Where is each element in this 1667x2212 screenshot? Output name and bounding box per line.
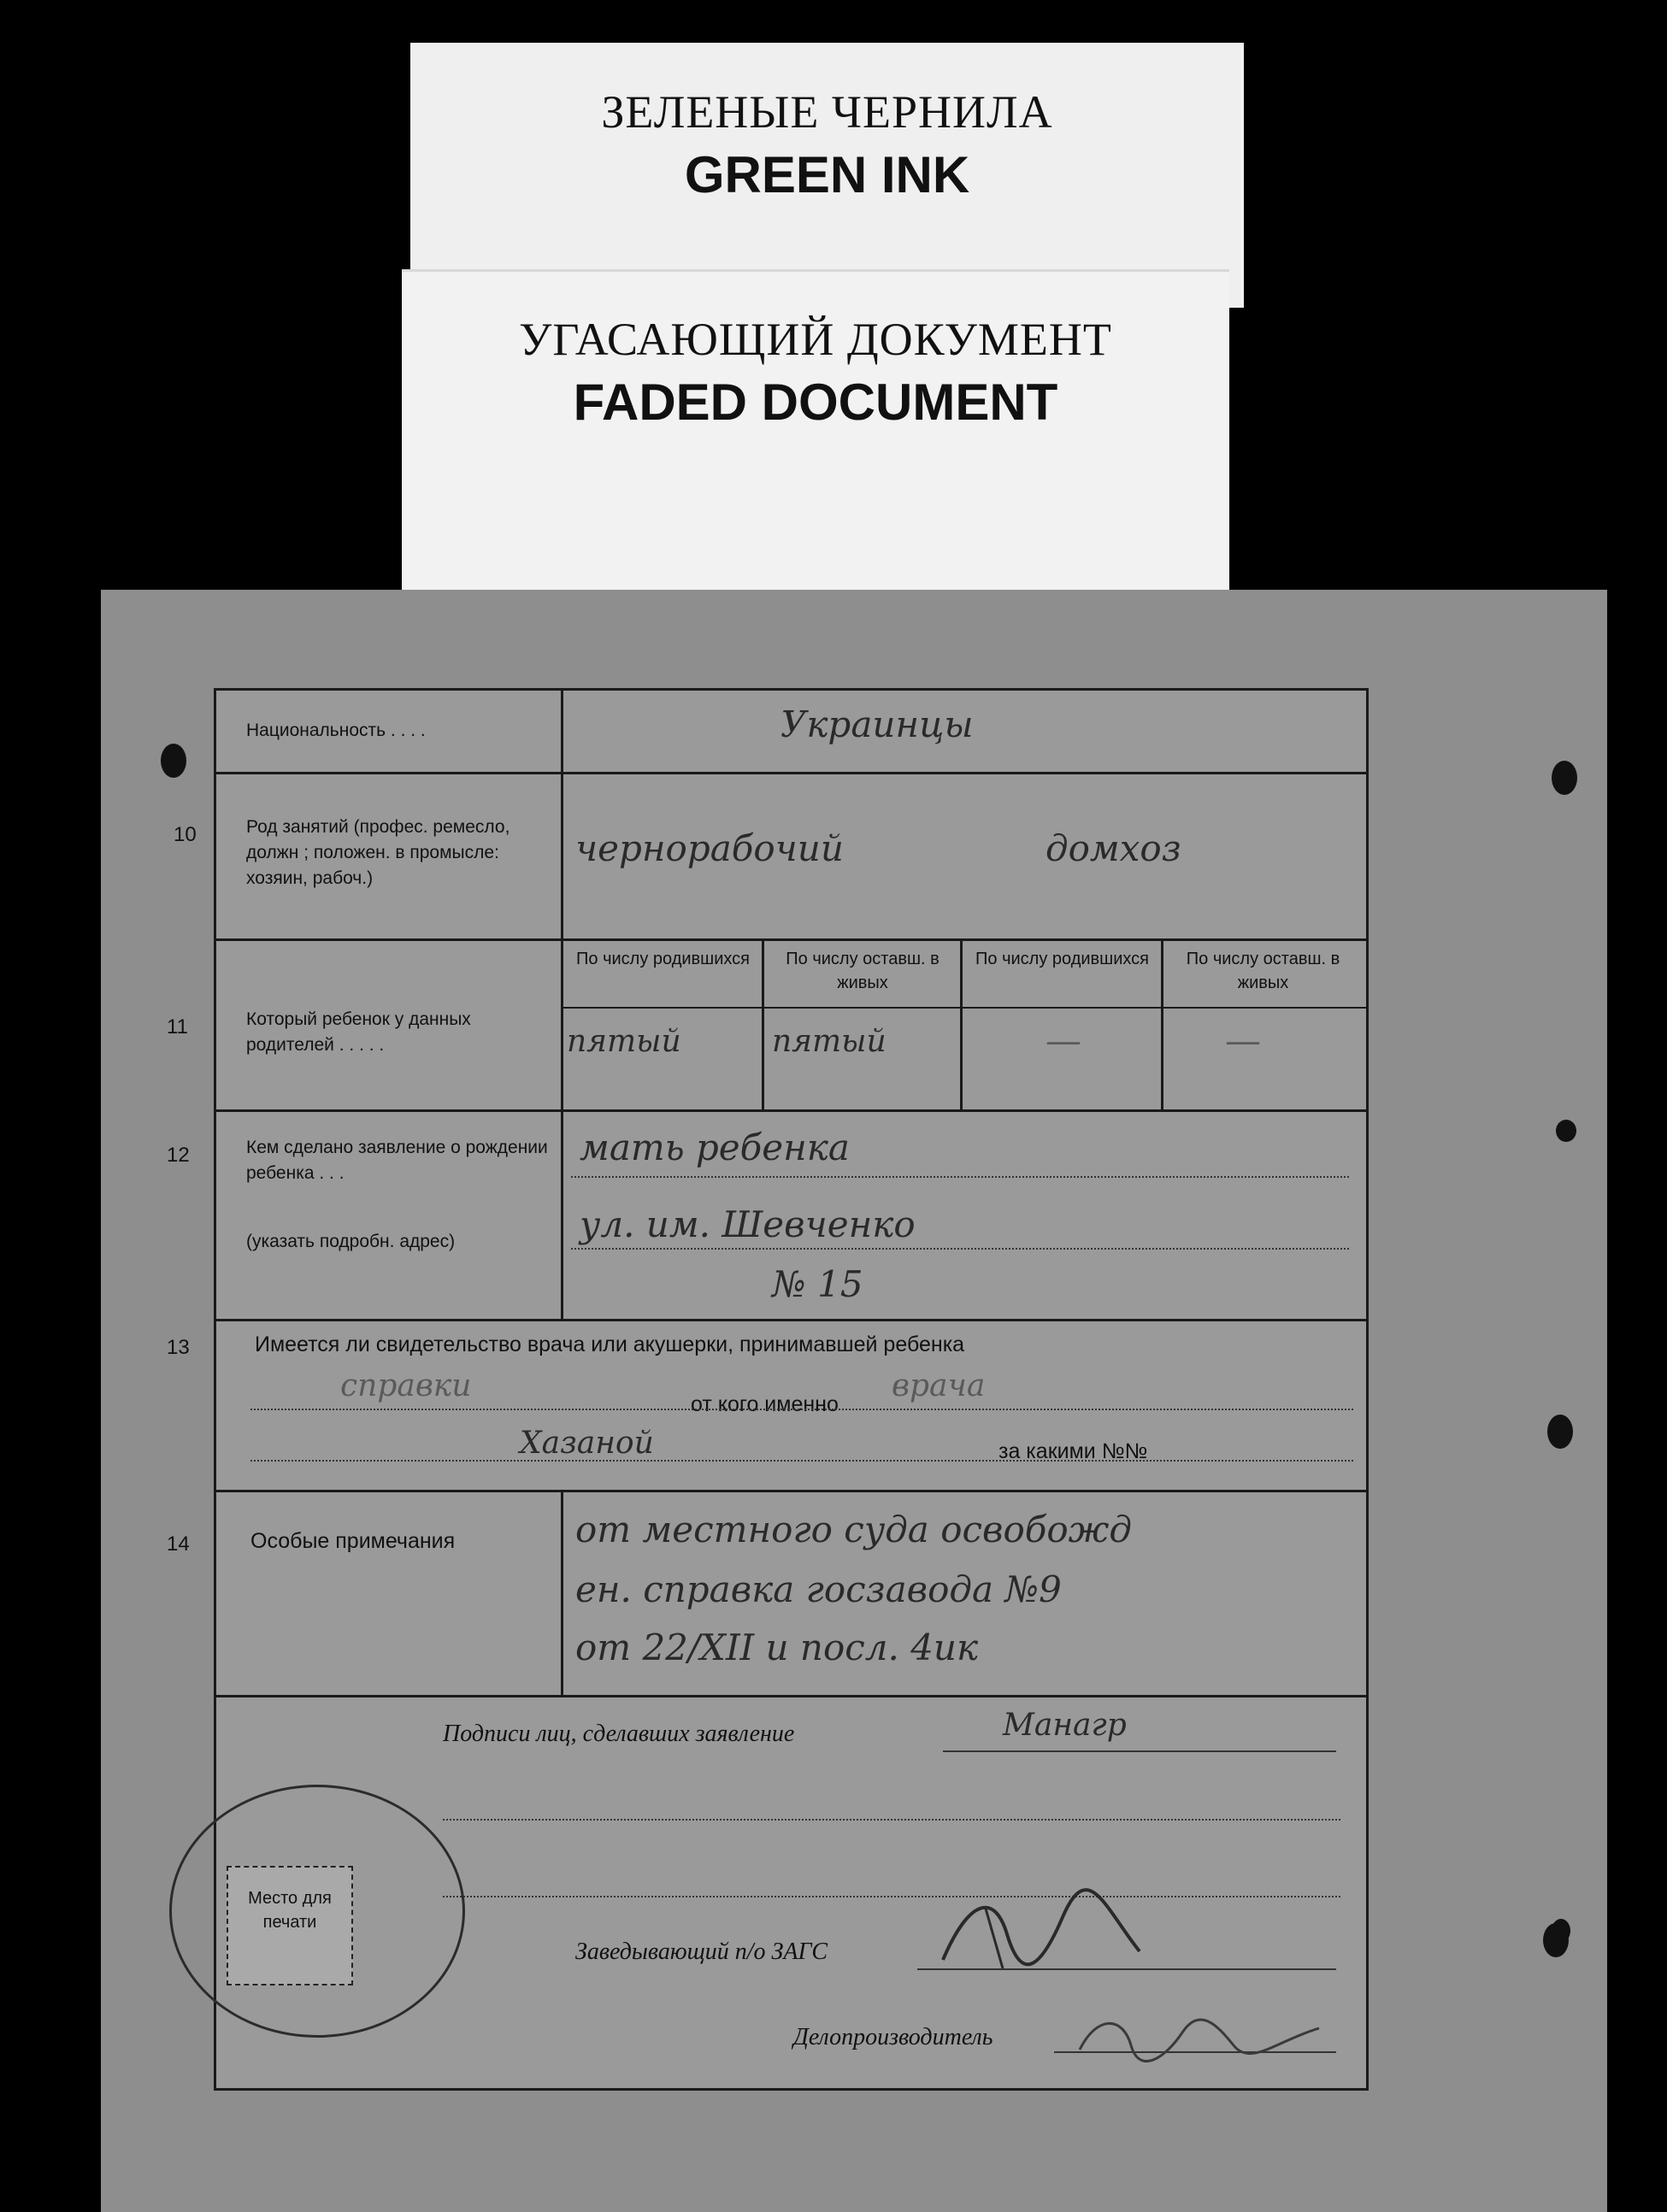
numbers-label: за какими №№ [998,1439,1148,1463]
occupation-label: Род занятий (профес. ремесло, должн ; положен. в промысле: хозяин, рабоч.) [246,817,510,888]
declarant-street: ул. им. Шевченко [580,1203,916,1245]
certificate-name: Хазаной [520,1426,654,1461]
declarants-signature-label: Подписи лиц, сделавших заявление [443,1721,795,1747]
row-declarant [167,1109,1366,1321]
punch-hole [1547,1415,1573,1449]
clerk-signature [1071,2007,1328,2067]
remarks-line3: от 22/XII и посл. 4ик [575,1627,979,1668]
occupation-father: чернорабочий [575,827,844,869]
child-order-born-2: — [1046,1020,1081,1062]
birth-record-form [167,688,1369,2091]
header-born-count: По числу родившихся [576,950,750,968]
from-whom-label: от кого именно [691,1392,839,1416]
row-remarks [167,1490,1366,1697]
child-order-born: пятый [567,1024,681,1059]
child-order-label: Который ребенок у данных родителей . . . . . [246,1009,471,1055]
row-nationality [216,691,1366,774]
row-number: 13 [167,1336,190,1359]
row-number: 14 [167,1533,190,1556]
occupation-mother: домхоз [1046,827,1181,869]
green-ink-label-ru: ЗЕЛЕНЫЕ ЧЕРНИЛА [601,86,1053,138]
nationality-label: Национальность . . . . [246,721,426,740]
faded-document-label-ru: УГАСАЮЩИЙ ДОКУМЕНТ [519,314,1112,365]
punch-hole [161,744,186,778]
punch-hole [1543,1923,1569,1957]
address-label: (указать подробн. адрес) [246,1232,456,1251]
certificate-question: Имеется ли свидетельство врача или акушерки, принимавшей ребенка [255,1332,965,1356]
seal-place-box: Место для печати [227,1866,353,1986]
certificate-from: врача [892,1368,986,1403]
declarants-signature: Манагр [1003,1708,1127,1743]
child-order-alive: пятый [772,1024,887,1059]
row-number: 12 [167,1144,190,1167]
header-alive-count: По числу оставш. в живых [786,950,940,992]
remarks-line1: от местного суда освобожд [575,1509,1133,1550]
declarant-house: № 15 [772,1263,863,1305]
declarant-name: мать ребенка [580,1127,850,1168]
zags-head-signature [934,1883,1157,1986]
clerk-label: Делопроизводитель [793,2024,993,2050]
header-alive-count: По числу оставш. в живых [1186,950,1340,992]
row-certificate [167,1319,1366,1492]
nationality-value: Украинцы [780,703,974,745]
faded-document-label-card [402,269,1229,601]
remarks-line2: ен. справка госзавода №9 [575,1568,1062,1610]
row-number: 11 [167,1015,188,1038]
row-child-order [167,938,1366,1112]
declarant-label: Кем сделано заявление о рождении ребенка . . . [246,1138,548,1183]
header-born-count: По числу родившихся [975,950,1149,968]
punch-hole [1556,1120,1576,1142]
green-ink-label-card [410,43,1244,308]
row-occupation [174,772,1366,941]
certificate-answer: справки [340,1368,472,1403]
row-number: 10 [174,823,197,846]
zags-head-label: Заведывающий п/о ЗАГС [575,1938,828,1965]
green-ink-label-en: GREEN INK [684,146,970,203]
child-order-alive-2: — [1225,1020,1261,1062]
remarks-label: Особые примечания [250,1529,456,1553]
punch-hole [1552,761,1577,795]
faded-document-label-en: FADED DOCUMENT [573,374,1058,431]
